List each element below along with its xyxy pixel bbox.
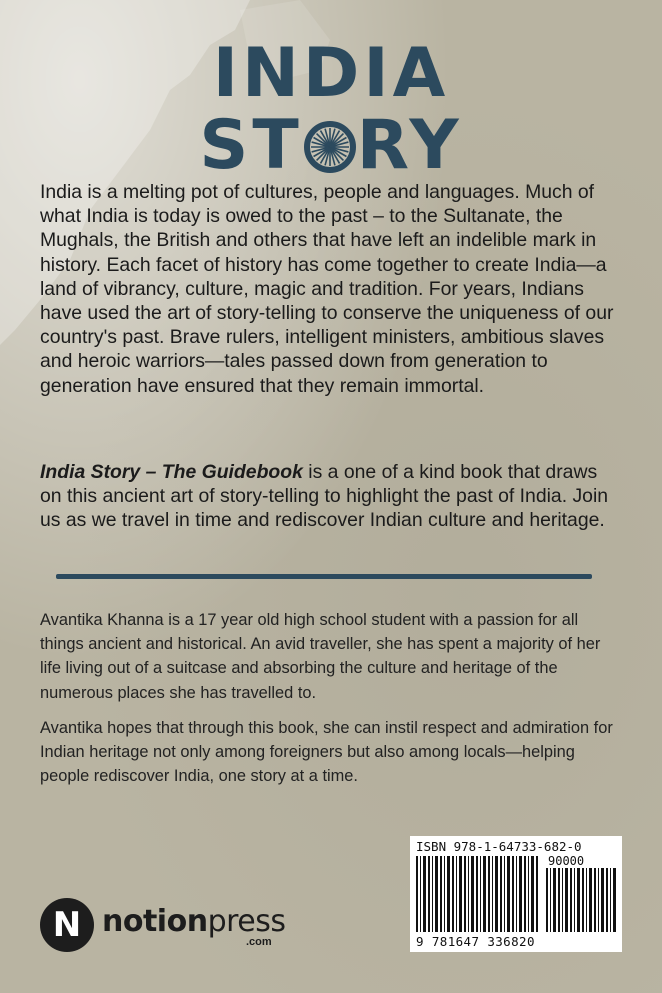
ean-barcode-bars: [416, 856, 542, 934]
section-divider: [56, 574, 592, 579]
publisher-domain: .com: [246, 936, 272, 948]
price-code: 90000: [548, 854, 585, 868]
publisher-logo: [40, 898, 286, 954]
publisher-name-bold: notion: [102, 904, 208, 939]
isbn-label: ISBN 978-1-64733-682-0: [416, 839, 582, 854]
title-story-right: RY: [356, 106, 463, 185]
ashoka-chakra-icon: [303, 120, 357, 174]
blurb-paragraph-1: India is a melting pot of cultures, people and languages. Much of what India is today is owed to the past – to the Sultanate, the Mughals, the British and others that have left an indelible mark in history. Each facet of history has come together to create India—a land of vibrancy, culture, magic and tradition. For years, Indians have used the art of story-telling to conserve the uniqueness of our country's past. Brave rulers, intelligent ministers, ambitious slaves and heroic warriors—tales passed down from generation to generation have ensured that they remain immortal.: [40, 181, 614, 397]
book-title-emphasis: India Story – The Guidebook: [40, 461, 303, 483]
blurb-paragraph-2-text: is a one of a kind book that draws on this ancient art of story-telling to highlight the past of India. Join us as we travel in time and rediscover Indian culture and heritage.: [40, 461, 609, 532]
publisher-name: [102, 904, 286, 939]
blurb-paragraph-2: [40, 460, 622, 533]
title-story: [0, 106, 662, 185]
publisher-name-light: press: [207, 904, 286, 939]
addon-barcode-bars: [546, 868, 616, 934]
title-story-left: ST: [199, 106, 303, 185]
notionpress-logo-icon: N: [40, 898, 94, 952]
isbn-barcode: [410, 836, 622, 952]
barcode-digits: 9 781647 336820: [416, 934, 535, 949]
title-india: INDIA: [212, 34, 450, 113]
author-bio-paragraph-2: Avantika hopes that through this book, she can instil respect and admiration for Indian heritage not only among foreigners but also among locals—helping people rediscover India, one story at a time.: [40, 719, 613, 786]
author-bio-paragraph-1: Avantika Khanna is a 17 year old high school student with a passion for all things ancient and historical. An avid traveller, she has spent a majority of her life living out of a suitcase and absorbing the culture and heritage of the numerous places she has travelled to.: [40, 611, 601, 702]
